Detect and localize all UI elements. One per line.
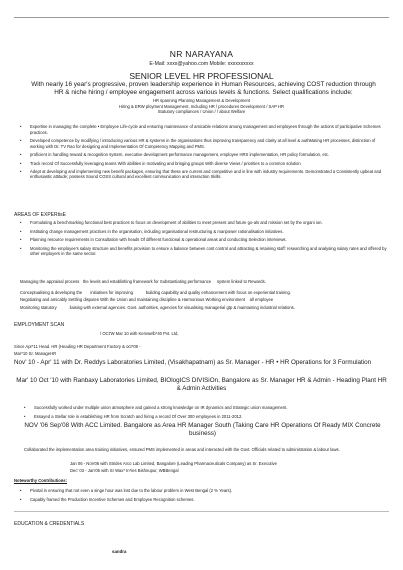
expertise-heading: AREAS OF EXPERtisE (14, 212, 66, 218)
expertise-list (20, 220, 387, 257)
noteworthy-list (20, 488, 389, 502)
older-jobs (70, 461, 389, 473)
job-entry: Dec' 03 - Jan'06 with Sr Wax* In*ies Bishnupur, WBBengal (70, 467, 179, 473)
job-entry: Since Apr*11 Head. HR (Heading HR Department Factory & oct*08 - (14, 344, 141, 349)
signature: sandra (112, 549, 127, 554)
responsibility-row: Negotiating and amicably Settling disputes With the Union and maintaining discipline & Harmonious Working environment all employee (20, 297, 274, 303)
noteworthy-item: • Pivotal in ensuring that not even a singe hour was lost due to the labour problem in West Bengal (2 % Years). (20, 488, 233, 493)
responsibility-row: Monitoring statutory liaising with external agencies. Govt. authorities, agencies for visualising managerial gtp & maintaining industrial relations. (20, 304, 295, 310)
expertise-item: • Instituting change management practices in the organisation, including organisational restructuring & manpower rationalisation initiatives. (20, 228, 284, 234)
responsibility-row: Conceptualising & developing the initiatives for improving building capability and quality enhancement with focus on experiential training. (20, 289, 291, 295)
top-rule (14, 17, 389, 18)
summary-item: • proficient in handling reward & recognition system, executive development performance management, employee HRS implementation, HR policy formulation, etc. (20, 152, 330, 158)
summary-item: • Adept at developing and implementing new benefit packages, ensuring that these are current and competitive and in line with industry requirements. Demonstrated a Consistently upbeat and enthusiastic attitude; possess Sound COSS cultural and excellent communication and interaction Skills. (20, 168, 382, 180)
qualifications-list (14, 98, 389, 115)
job-entry-acc: NOV '06 Sep'08 With ACC Limited. Bangalore as Area HR Manager South (Taking Care HR Operations Of Ready MIX Concrete business) (24, 422, 381, 437)
noteworthy-heading: Noteworthy Contributions: (14, 478, 68, 483)
achievement-item: • Successfully worked under multiple union atmosphere and gained a strong knowledge on IR dynamics and Strategic union management. (24, 405, 288, 410)
contact-line: E-Mail: xxxx@yahoo.com Mobile: xxxxxxxxxx (149, 61, 254, 67)
qualification-item: Hiring & ERW ployment Management, Including HR / procedures Development / SAP HR (118, 103, 285, 109)
candidate-name: NR NARAYANA (169, 49, 234, 59)
resume-title: SENIOR LEVEL HR PROFESSIONAL (129, 71, 274, 81)
expertise-item: • Formulating & benchmarking functional best practices to focus on development of abilities to meet present and future go-als and mission set by the organi ion. (20, 220, 323, 225)
expertise-item: • Monitoring the employee's salary structure and benefits provision to ensure a balance between cost control and attracting & retaining staff: researching and analysing salary rates and offered by other employers in the same sector. (20, 245, 387, 257)
summary-item: • Track record Of Successfully leveraging teams With abilities in motivating and bringing groups With diverse Views / priorities to a common solution (20, 160, 301, 166)
responsibility-row: Managing the appraisal process the levels and establishing framework for Substantiating performance system linked to Rewards. (20, 279, 266, 284)
qualification-item: HR spanning Planning Management & Development (152, 98, 251, 103)
job-entry: Mar*10 Sr. ManageHR (14, 351, 57, 356)
responsibilities-block (20, 279, 387, 310)
summary-list (20, 124, 387, 180)
achievement-item: • Essayed a Stellar role in establishing HR from Scratch and hiring a record Of Over 300 employees in 2011-2012. (24, 413, 243, 419)
qualification-item: Statutory compliances / Union / / about Welfare (157, 109, 246, 115)
intro-paragraph: With nearly 16 year's progressive, proven leadership experience in Human Resources, achieving COST reduction through HR & niche hiring / employee engagement across various levels & functions. Select qualifications include: (31, 81, 376, 96)
employment-heading: EMPLOYMENT SCAN (14, 322, 65, 328)
education-heading: EDUCATION & CREDENTIALS (14, 521, 85, 527)
job-entry-dr-reddys: Nov' 10 - Apr' 11 with Dr. Reddys Laboratories Limited, (Visakhapatnam) as Sr. Manager - HR • HR Operations for 3 Formulation (14, 359, 372, 366)
section-divider (14, 511, 389, 512)
employment-subline: / OCt'W Mar 10 with Kemwelb*40 Pvt. Ltd, (100, 331, 179, 336)
achievements-list (24, 405, 389, 419)
summary-item: • Developed competence by modifying / introducing various HR & systems in the organisations thus improving transparency and clarity at all level & authMating HR processes, distinction of working with Dr. TV Rao for designing and Implementation Of Competency Mapping and PMS. (20, 138, 376, 149)
job-acc-note: Collaborated the implementation area training initiatives, ensured PMS implemented in areas and interacted with the Govt. Officials related to administration & labour laws. (24, 447, 340, 452)
noteworthy-item: • Capably framed the Production Incentive Schemes and Employee Recognition schemes. (20, 496, 195, 502)
expertise-item: • Planning resource requirements in Consultation with heads Of different functional & operational areas and conducting Selection interviews. (20, 237, 287, 243)
summary-item: • Expertise in managing the complete • Employee Life-cycle and ensuring maintenance of amicable relations among management and employees through the actions of participative Schemes practices. (20, 124, 381, 135)
job-entry-ranbaxy: Mar' 10 Oct '10 with Ranbaxy Laboratories Limited, BIOlogICS DIVISiOn, Bangalore as Sr. Manager HR & Admin - Heading Plant HR & Admin Activities (16, 377, 387, 392)
job-entry: Jan 06 - NoV06 with Strides Arco Lab Limited, Bangalore (Leading Pharmaceuticals Company) as Sr. Executive (70, 461, 277, 466)
